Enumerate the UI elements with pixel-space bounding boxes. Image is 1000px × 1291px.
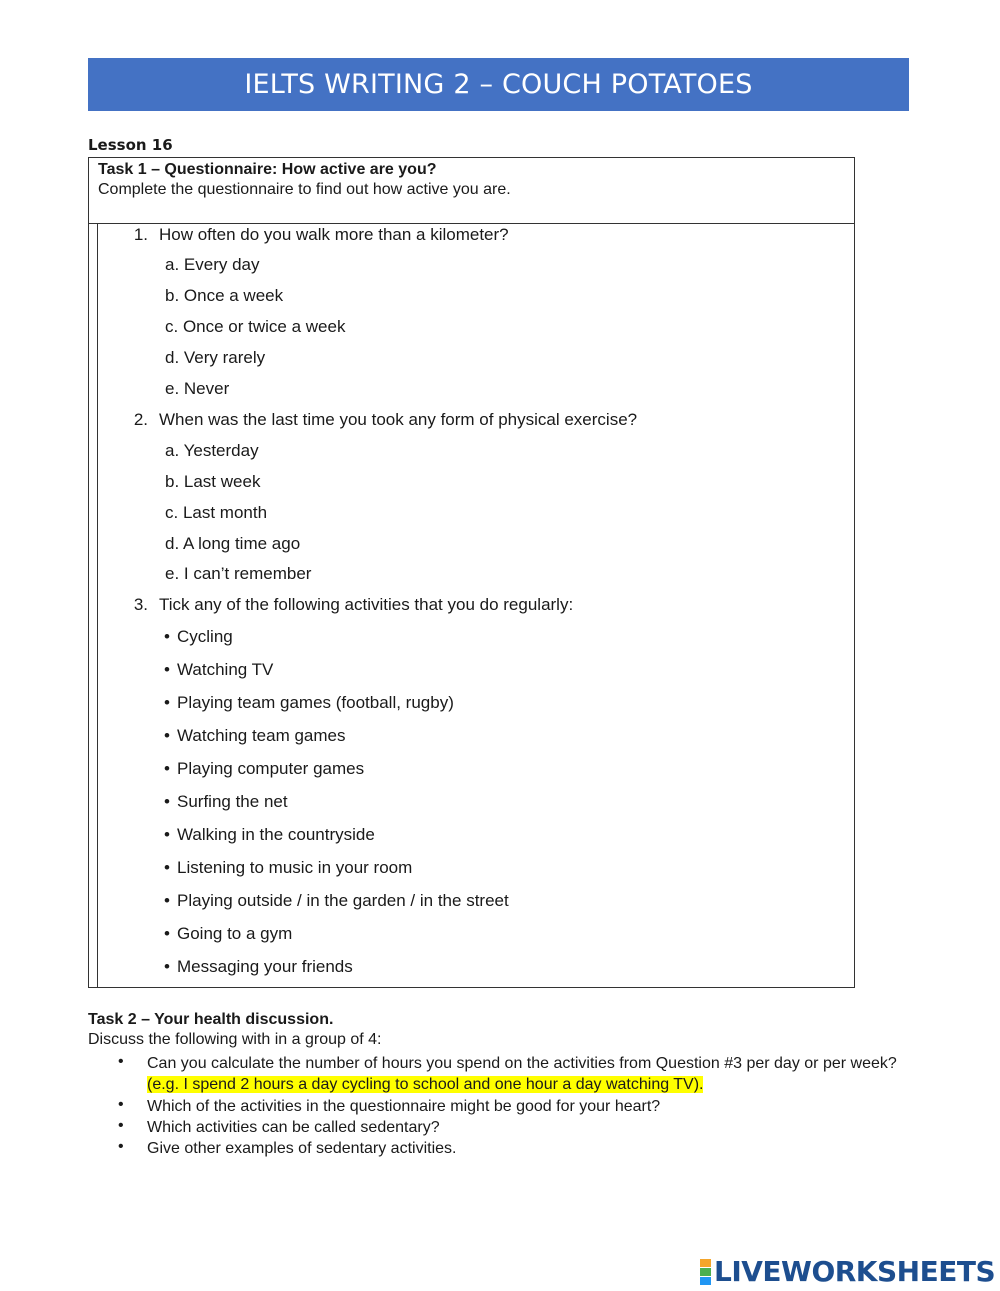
bullet-icon: •: [164, 891, 170, 910]
bullet-icon: •: [118, 1096, 124, 1113]
highlighted-example: (e.g. I spend 2 hours a day cycling to school and one hour a day watching TV).: [147, 1076, 704, 1093]
question-number: 1.: [133, 225, 148, 244]
activity-label: Surfing the net: [177, 792, 288, 811]
activity-item[interactable]: [164, 660, 273, 680]
answer-option[interactable]: c. Last month: [165, 503, 268, 522]
discussion-text: [147, 1053, 907, 1095]
bullet-icon: •: [118, 1117, 124, 1134]
activity-label: Walking in the countryside: [177, 825, 375, 844]
bullet-icon: •: [164, 858, 170, 877]
activity-item[interactable]: [164, 957, 353, 977]
activity-item[interactable]: [164, 726, 346, 746]
task1-instruction: Complete the questionnaire to find out how active you are.: [98, 181, 511, 198]
bullet-icon: •: [164, 924, 170, 943]
bullet-icon: •: [164, 627, 170, 646]
bullet-icon: •: [164, 693, 170, 712]
answer-option[interactable]: d. A long time ago: [165, 534, 301, 553]
activity-item[interactable]: [164, 858, 412, 878]
task2-title: Task 2 – Your health discussion.: [88, 1011, 334, 1028]
bullet-icon: •: [164, 726, 170, 745]
activity-label: Playing outside / in the garden / in the street: [177, 891, 509, 910]
activity-label: Watching TV: [177, 660, 274, 679]
activity-label: Messaging your friends: [177, 957, 353, 976]
answer-option[interactable]: b. Last week: [165, 472, 261, 491]
activity-label: Watching team games: [177, 726, 346, 745]
bullet-icon: •: [118, 1138, 124, 1155]
logo-text: LIVEWORKSHEETS: [714, 1255, 996, 1288]
page-title: IELTS WRITING 2 – COUCH POTATOES: [244, 69, 753, 100]
answer-option[interactable]: a. Yesterday: [165, 441, 259, 460]
answer-option[interactable]: e. Never: [165, 379, 230, 398]
question-number: 3.: [133, 595, 148, 614]
activity-item[interactable]: [164, 627, 233, 647]
lesson-label: Lesson 16: [88, 136, 173, 154]
discussion-text: Which of the activities in the questionnaire might be good for your heart?: [147, 1098, 661, 1115]
activity-item[interactable]: [164, 825, 375, 845]
task2-instruction: Discuss the following with in a group of 4:: [88, 1031, 382, 1048]
discussion-text: Which activities can be called sedentary?: [147, 1119, 440, 1136]
question-number: 2.: [133, 410, 148, 429]
bullet-icon: •: [164, 792, 170, 811]
page-title-banner: [88, 58, 909, 111]
bullet-icon: •: [164, 660, 170, 679]
divider: [97, 223, 98, 987]
activity-item[interactable]: [164, 693, 454, 713]
discussion-question: Can you calculate the number of hours you spend on the activities from Question #3 per day or per week?: [147, 1055, 897, 1072]
answer-option[interactable]: c. Once or twice a week: [165, 317, 346, 336]
activity-label: Playing computer games: [177, 759, 365, 778]
activity-item[interactable]: [164, 891, 509, 911]
activity-item[interactable]: [164, 792, 288, 812]
bullet-icon: •: [118, 1053, 124, 1070]
answer-option[interactable]: a. Every day: [165, 255, 260, 274]
activity-label: Cycling: [177, 627, 233, 646]
bullet-icon: •: [164, 759, 170, 778]
bullet-icon: •: [164, 957, 170, 976]
answer-option[interactable]: b. Once a week: [165, 286, 284, 305]
activity-label: Playing team games (football, rugby): [177, 693, 454, 712]
activity-item[interactable]: [164, 924, 292, 944]
liveworksheets-logo[interactable]: [700, 1255, 995, 1288]
activity-label: Going to a gym: [177, 924, 293, 943]
activity-label: Listening to music in your room: [177, 858, 413, 877]
question-text: When was the last time you took any form of physical exercise?: [159, 410, 638, 429]
answer-option[interactable]: d. Very rarely: [165, 348, 266, 367]
activity-item[interactable]: [164, 759, 364, 779]
divider: [89, 223, 854, 224]
liveworksheets-logo-icon: [700, 1259, 711, 1285]
question-text: Tick any of the following activities that you do regularly:: [159, 595, 574, 614]
task1-title: Task 1 – Questionnaire: How active are you?: [98, 161, 437, 178]
question-text: How often do you walk more than a kilometer?: [159, 225, 509, 244]
bullet-icon: •: [164, 825, 170, 844]
answer-option[interactable]: e. I can’t remember: [165, 564, 312, 583]
discussion-text: Give other examples of sedentary activities.: [147, 1140, 457, 1157]
